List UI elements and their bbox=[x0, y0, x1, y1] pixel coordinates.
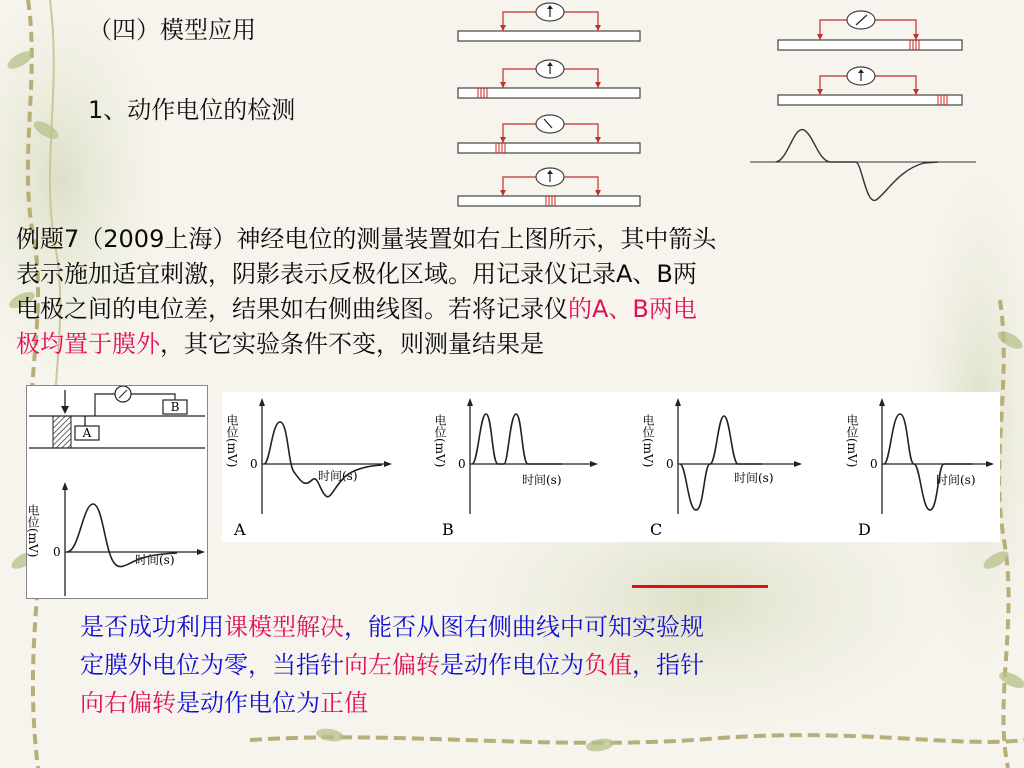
answer-blank-line bbox=[632, 585, 768, 588]
x-axis-label: 时间(s) bbox=[936, 473, 976, 487]
option-a-graph[interactable] bbox=[225, 398, 392, 539]
membrane-diagram-4 bbox=[458, 168, 640, 206]
origin-label: 0 bbox=[458, 457, 466, 471]
explanation-text: 是否成功利用课模型解决，能否从图右侧曲线中可知实验规 定膜外电位为零，当指针向左偏转是动作电位为负值，指针 向右偏转是动作电位为正值 bbox=[80, 613, 704, 717]
x-axis-label: 时间(s) bbox=[734, 471, 774, 485]
x-axis-label: 时间(s) bbox=[318, 469, 358, 483]
emphasis-text: 向右偏转 bbox=[80, 689, 176, 717]
apparatus-panel bbox=[26, 385, 208, 599]
apparatus-figure bbox=[27, 386, 207, 598]
membrane-diagram-2 bbox=[458, 60, 640, 98]
x-axis-label: 时间(s) bbox=[135, 553, 175, 567]
emphasis-text: 课模型解决 bbox=[224, 613, 344, 641]
option-d-letter: D bbox=[858, 520, 871, 539]
option-d-graph[interactable] bbox=[845, 398, 994, 539]
origin-label: 0 bbox=[53, 545, 61, 559]
problem-line-2: 表示施加适宜刺激，阴影表示反极化区域。用记录仪记录A、B两 bbox=[16, 260, 697, 288]
membrane-diagram-5 bbox=[778, 11, 962, 50]
origin-label: 0 bbox=[250, 457, 258, 471]
origin-label: 0 bbox=[666, 457, 674, 471]
y-axis-label: 电位(mV) bbox=[27, 504, 40, 558]
emphasis-text: 正值 bbox=[320, 689, 368, 717]
biphasic-recording-diagram bbox=[748, 0, 980, 205]
y-axis-label: 电位(mV) bbox=[433, 414, 447, 468]
origin-label: 0 bbox=[870, 457, 878, 471]
emphasis-text: 的A、B两电 bbox=[568, 295, 697, 323]
y-axis-label: 电位(mV) bbox=[845, 414, 859, 468]
option-b-graph[interactable] bbox=[433, 398, 598, 539]
biphasic-curve bbox=[750, 130, 976, 201]
option-c-graph[interactable] bbox=[641, 398, 802, 539]
item-heading: 1、动作电位的检测 bbox=[88, 96, 296, 124]
emphasis-text: 负值 bbox=[584, 651, 632, 679]
problem-line-3: 电极之间的电位差，结果如右侧曲线图。若将记录仪的A、B两电 bbox=[16, 295, 697, 323]
x-axis-label: 时间(s) bbox=[522, 473, 562, 487]
section-heading: （四）模型应用 bbox=[88, 16, 256, 44]
option-graphs bbox=[222, 392, 1000, 542]
option-a-letter: A bbox=[234, 520, 246, 539]
emphasis-text: 极均置于膜外 bbox=[16, 330, 160, 358]
electrode-a-label: A bbox=[82, 426, 92, 440]
option-c-letter: C bbox=[650, 520, 663, 539]
option-b-letter: B bbox=[442, 520, 454, 539]
membrane-recording-diagrams bbox=[448, 0, 648, 215]
options-panel bbox=[222, 392, 1000, 542]
y-axis-label: 电位(mV) bbox=[641, 414, 655, 468]
y-axis-label: 电位(mV) bbox=[225, 414, 239, 468]
problem-line-4: 极均置于膜外，其它实验条件不变，则测量结果是 bbox=[16, 330, 544, 358]
problem-line-1: 例题7（2009上海）神经电位的测量装置如右上图所示，其中箭头 bbox=[16, 225, 717, 253]
problem-text bbox=[16, 222, 1006, 362]
membrane-diagram-3 bbox=[458, 115, 640, 153]
emphasis-text: 向左偏转 bbox=[344, 651, 440, 679]
membrane-diagram-1 bbox=[458, 3, 640, 41]
electrode-b-label: B bbox=[170, 400, 180, 414]
membrane-diagram-6 bbox=[778, 67, 962, 105]
